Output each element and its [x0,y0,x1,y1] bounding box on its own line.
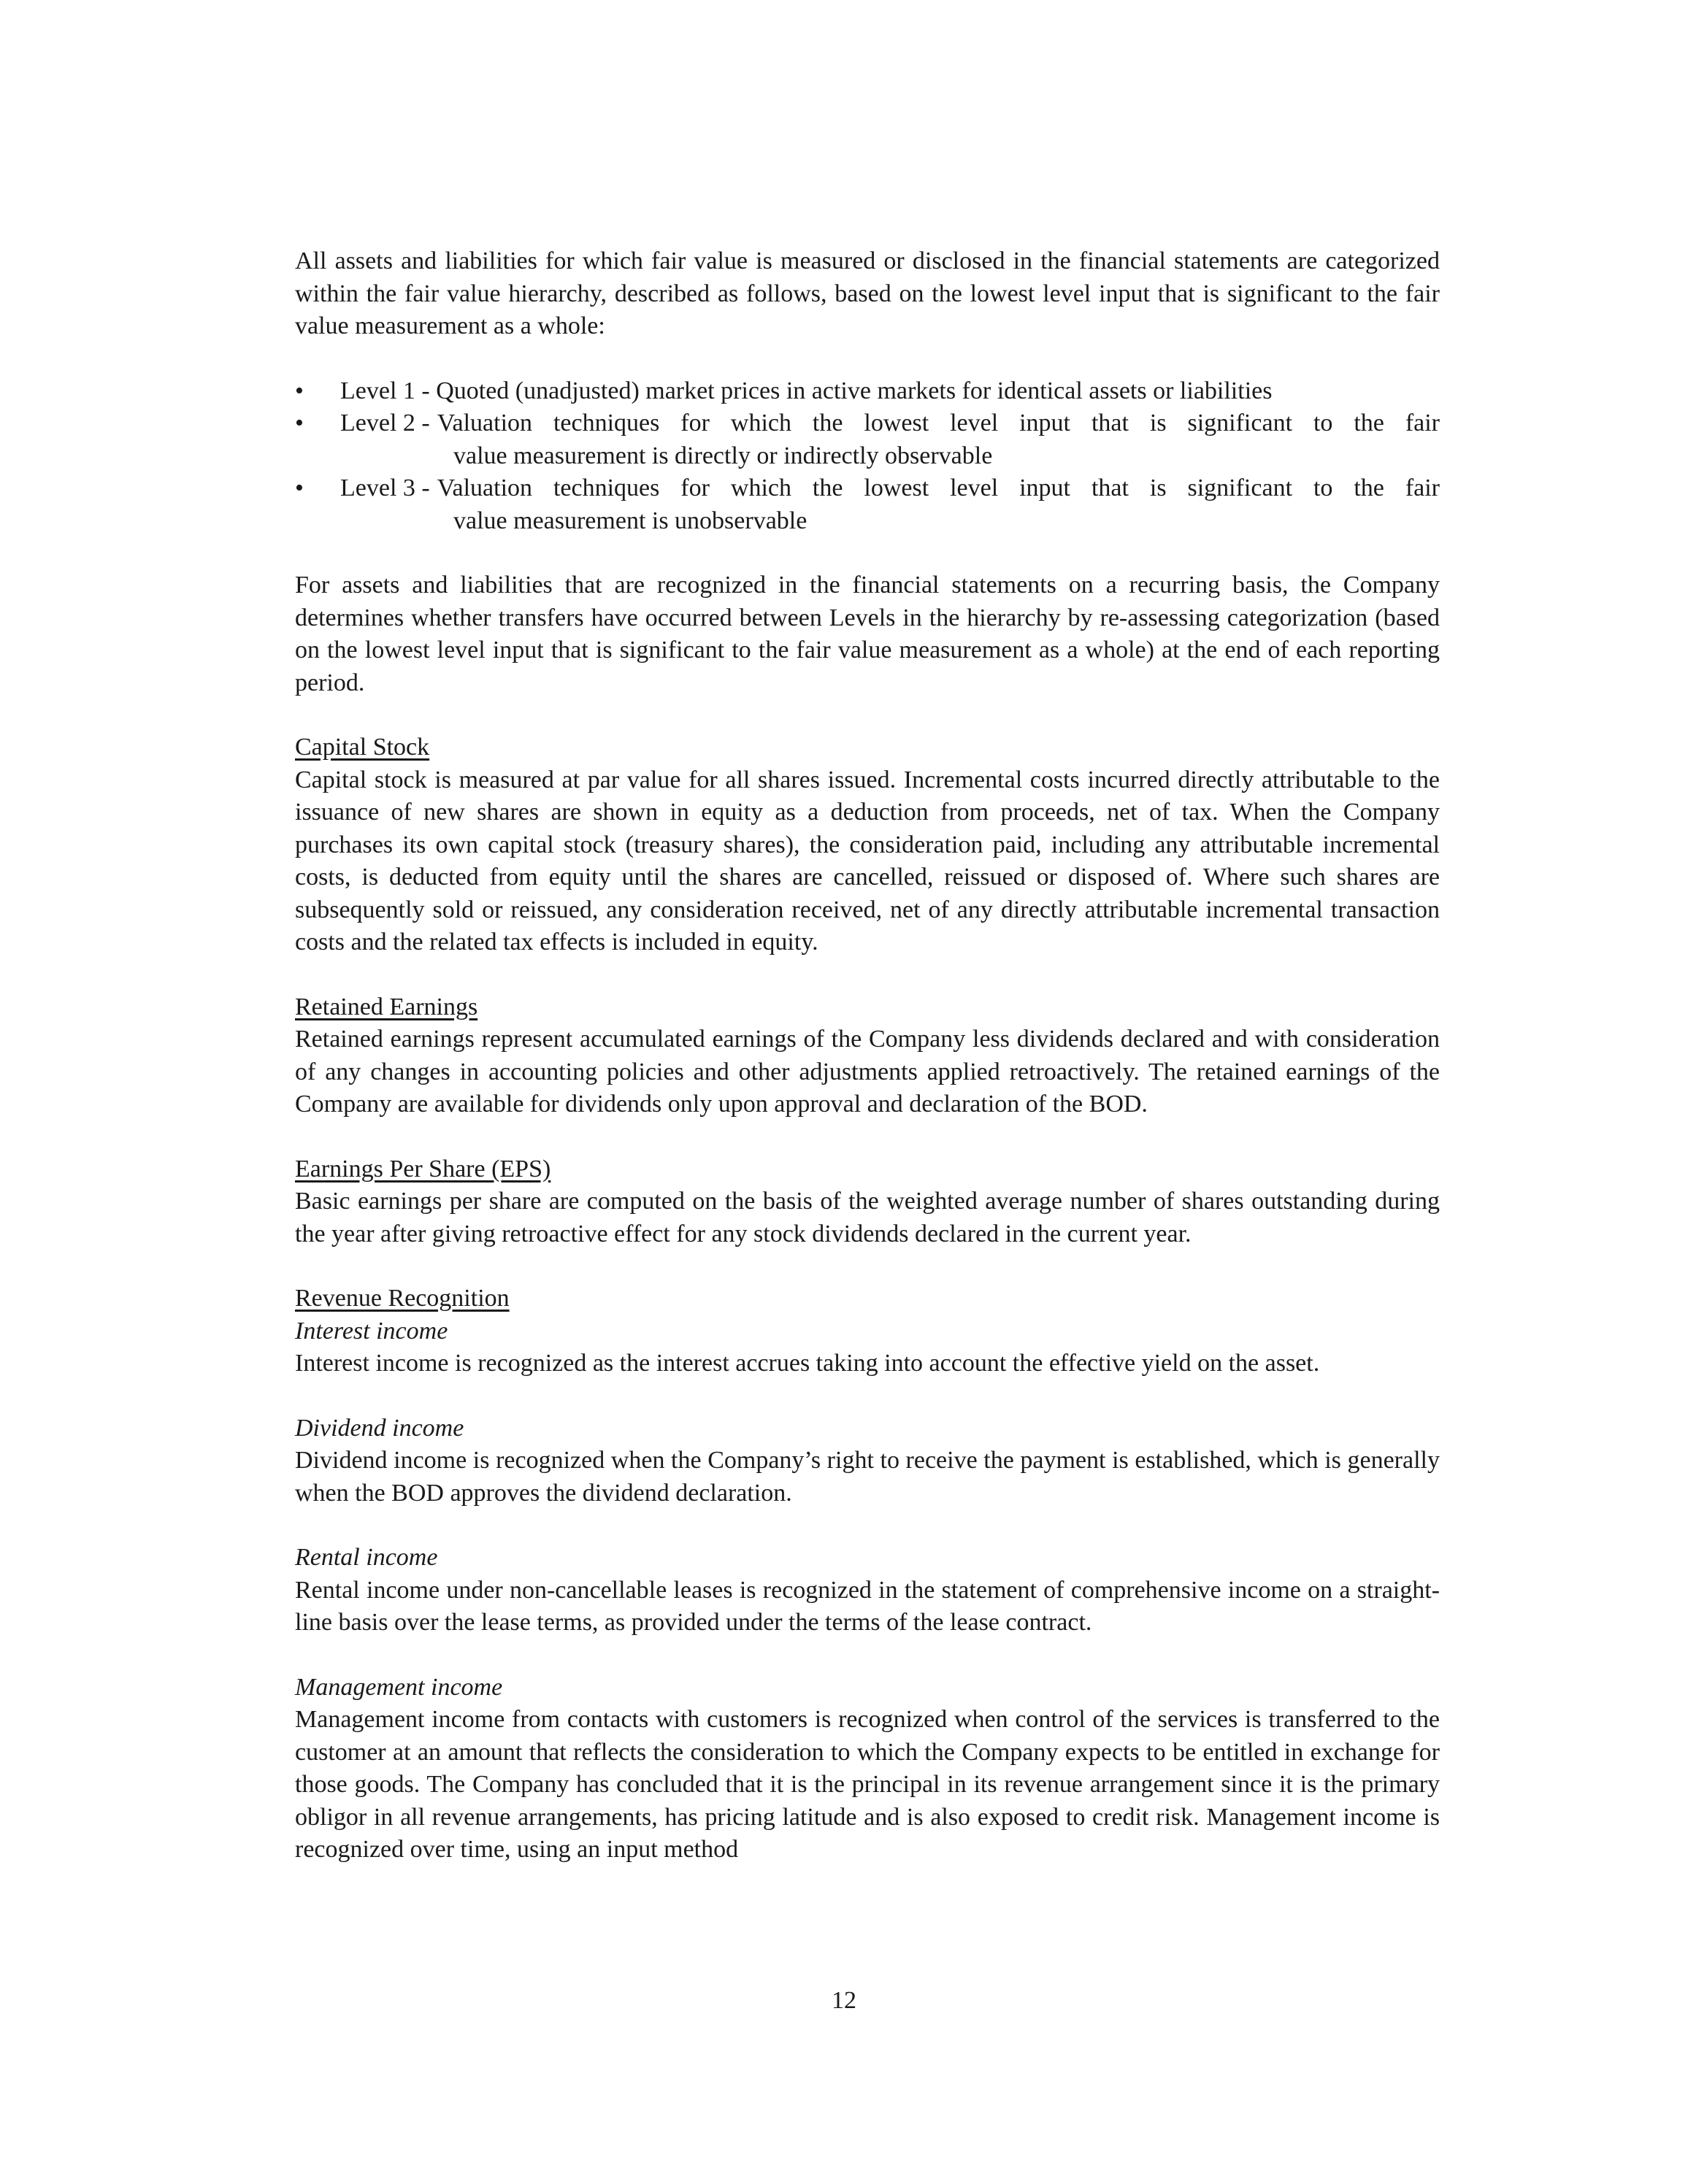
bullet-icon: • [295,377,304,404]
list-item [295,375,1440,408]
level-label: Level 1 - [340,377,430,404]
level-text: Valuation techniques for which the lowest level input that is significant to the fair [437,410,1440,437]
dividend-income-body: Dividend income is recognized when the Company’s right to receive the payment is established, which is generally when the BOD approves the dividend declaration. [295,1447,1440,1507]
capital-stock-heading: Capital Stock [295,734,430,761]
level-label: Level 3 - [340,474,430,501]
level-text: Valuation techniques for which the lowest level input that is significant to the fair [437,474,1440,501]
level-label: Level 2 - [340,410,430,437]
document-page [295,245,1440,1866]
page-number: 12 [832,1987,856,2014]
level-text-continuation: value measurement is directly or indirectly observable [453,442,993,469]
interest-income-body: Interest income is recognized as the interest accrues taking into account the effective yield on the asset. [295,1350,1320,1377]
eps-heading: Earnings Per Share (EPS) [295,1155,551,1183]
level-text-continuation: value measurement is unobservable [453,507,807,534]
eps-body: Basic earnings per share are computed on the basis of the weighted average number of shares outstanding during the year after giving retroactive effect for any stock dividends declared in the current year. [295,1188,1440,1247]
rental-income-title: Rental income [295,1544,438,1571]
bullet-icon: • [295,474,304,501]
bullet-icon: • [295,410,304,437]
dividend-income-title: Dividend income [295,1414,464,1442]
retained-earnings-body: Retained earnings represent accumulated earnings of the Company less dividends declared and with consideration of any changes in accounting policies and other adjustments applied retroactively. The retained earnings of the Company are available for dividends only upon approval and declaration of the BOD. [295,1026,1440,1118]
level-text: Quoted (unadjusted) market prices in active markets for identical assets or liabilities [436,377,1273,404]
list-item [295,407,1440,472]
retained-earnings-heading: Retained Earnings [295,993,478,1020]
capital-stock-body: Capital stock is measured at par value for all shares issued. Incremental costs incurred directly attributable to the issuance of new shares are shown in equity as a deduction from proceeds, net of tax. When the Company purchases its own capital stock (treasury shares), the consideration paid, including any attributable incremental costs, is deducted from equity until the shares are cancelled, reissued or disposed of. Where such shares are subsequently sold or reissued, any consideration received, net of any directly attributable incremental transaction costs and the related tax effects is included in equity. [295,766,1440,956]
rental-income-body: Rental income under non-cancellable leases is recognized in the statement of comprehensive income on a straight-line basis over the lease terms, as provided under the terms of the lease contract. [295,1576,1440,1636]
revenue-recognition-heading: Revenue Recognition [295,1285,510,1312]
recurring-basis-paragraph: For assets and liabilities that are recognized in the financial statements on a recurring basis, the Company determines whether transfers have occurred between Levels in the hierarchy by re-assessing categorization (based on the lowest level input that is significant to the fair value measurement as a whole) at the end of each reporting period. [295,572,1440,696]
management-income-body: Management income from contacts with customers is recognized when control of the services is transferred to the customer at an amount that reflects the consideration to which the Company expects to be entitled in exchange for those goods. The Company has concluded that it is the principal in its revenue arrangement since it is the primary obligor in all revenue arrangements, has pricing latitude and is also exposed to credit risk. Management income is recognized over time, using an input method [295,1706,1440,1863]
interest-income-title: Interest income [295,1317,448,1345]
management-income-title: Management income [295,1673,503,1701]
list-item [295,472,1440,537]
fair-value-levels-list [295,375,1440,538]
fair-value-intro: All assets and liabilities for which fair value is measured or disclosed in the financial statements are categorized within the fair value hierarchy, described as follows, based on the lowest level input that is significant to the fair value measurement as a whole: [295,247,1440,339]
